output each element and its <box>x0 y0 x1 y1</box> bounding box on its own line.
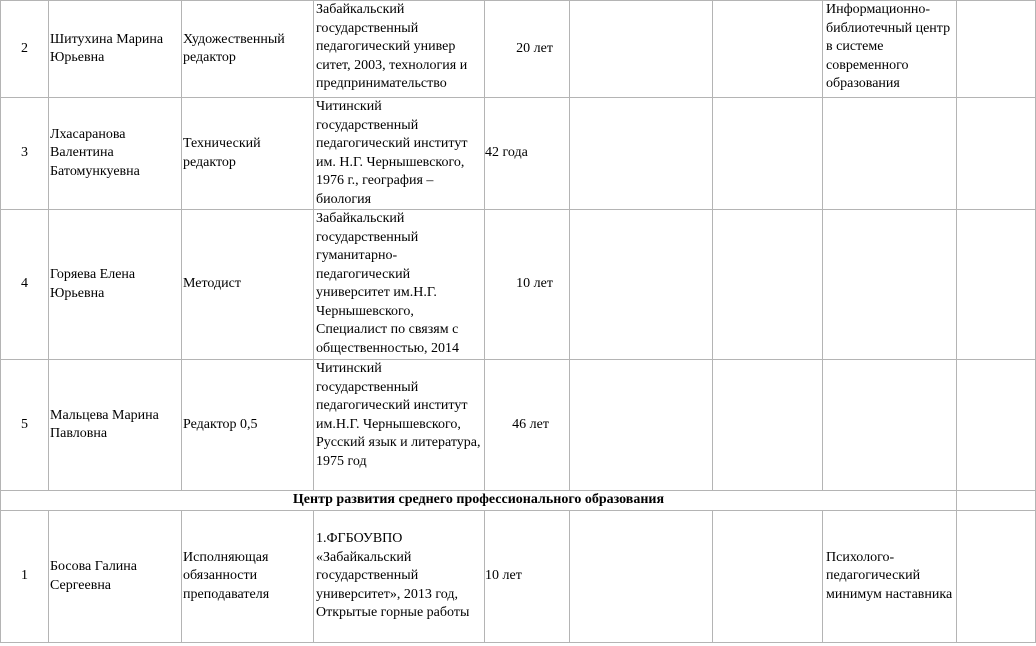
table-row <box>1 210 1036 360</box>
empty-cell <box>570 1 713 98</box>
row-number: 4 <box>1 210 49 360</box>
employee-training <box>823 210 957 360</box>
employee-position: Технический редактор <box>182 98 314 210</box>
employee-education: Читинский государственный педагогический институт им. Н.Г. Чернышевского, 1976 г., география – биология <box>314 98 485 210</box>
employee-training: Информационно-библиотечный центр в системе современного образования <box>823 1 957 98</box>
employee-experience: 42 года <box>485 98 570 210</box>
row-number: 3 <box>1 98 49 210</box>
employee-experience: 10 лет <box>485 511 570 643</box>
employee-name: Шитухина Марина Юрьевна <box>49 1 182 98</box>
employee-education: Забайкальский государственный гуманитарно-педагогический университет им.Н.Г. Чернышевского, Специалист по связям с общественностью, 2014 <box>314 210 485 360</box>
employee-name: Босова Галина Сергеевна <box>49 511 182 643</box>
empty-cell <box>713 210 823 360</box>
table-row <box>1 360 1036 491</box>
empty-cell <box>957 210 1036 360</box>
empty-cell <box>957 98 1036 210</box>
row-number: 5 <box>1 360 49 491</box>
employee-training: Психолого-педагогический минимум наставника <box>823 511 957 643</box>
row-number: 2 <box>1 1 49 98</box>
empty-cell <box>713 360 823 491</box>
employee-position: Методист <box>182 210 314 360</box>
table-row <box>1 1 1036 98</box>
employee-name: Горяева Елена Юрьевна <box>49 210 182 360</box>
empty-cell <box>957 511 1036 643</box>
empty-cell <box>570 511 713 643</box>
employee-position: Редактор 0,5 <box>182 360 314 491</box>
empty-cell <box>570 98 713 210</box>
employee-experience: 46 лет <box>485 360 570 491</box>
employee-training <box>823 98 957 210</box>
employee-education: Забайкальский государственный педагогический универ ситет, 2003, технология и предпринимательство <box>314 1 485 98</box>
table-row <box>1 511 1036 643</box>
section-header-row <box>1 491 1036 511</box>
empty-cell <box>713 1 823 98</box>
section-title: Центр развития среднего профессионального образования <box>1 491 957 511</box>
empty-cell <box>957 1 1036 98</box>
employee-experience: 20 лет <box>485 1 570 98</box>
employee-education: Читинский государственный педагогический институт им.Н.Г. Чернышевского, Русский язык и литература, 1975 год <box>314 360 485 491</box>
table-row <box>1 98 1036 210</box>
employee-experience: 10 лет <box>485 210 570 360</box>
employee-name: Мальцева Марина Павловна <box>49 360 182 491</box>
empty-cell <box>570 210 713 360</box>
employee-position: Художественный редактор <box>182 1 314 98</box>
empty-cell <box>570 360 713 491</box>
employee-name: Лхасаранова Валентина Батомункуевна <box>49 98 182 210</box>
empty-cell <box>713 511 823 643</box>
empty-cell <box>957 491 1036 511</box>
employee-training <box>823 360 957 491</box>
employee-position: Исполняющая обязанности преподавателя <box>182 511 314 643</box>
row-number: 1 <box>1 511 49 643</box>
empty-cell <box>957 360 1036 491</box>
employee-education: 1.ФГБОУВПО «Забайкальский государственный университет», 2013 год, Открытые горные работы <box>314 511 485 643</box>
empty-cell <box>713 98 823 210</box>
